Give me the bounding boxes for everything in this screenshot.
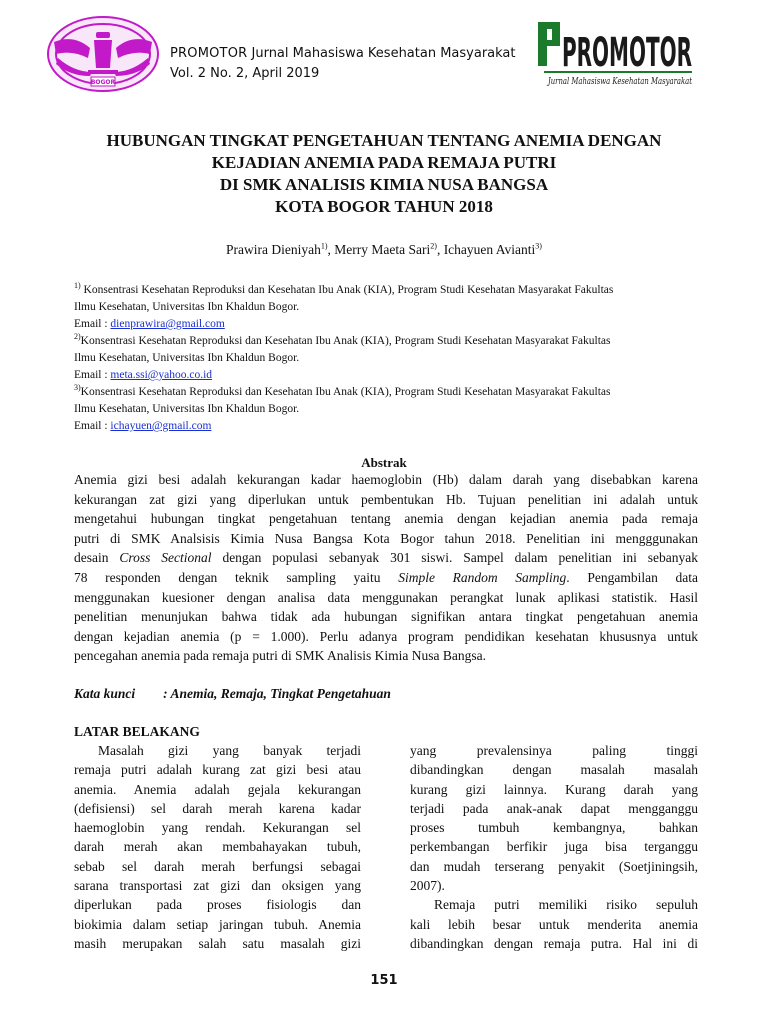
abstract-italic: Simple Random Sampling	[398, 569, 567, 585]
body-line: sebab sel darah merah berfungsi sebagai	[74, 858, 361, 874]
journal-issue: Vol. 2 No. 2, April 2019	[170, 66, 320, 81]
email-label: Email :	[74, 420, 111, 432]
abstract-text: dengan populasi sebanyak 301 siswi. Sampel dalam penelitian ini sebanyak	[211, 550, 698, 566]
abstract-text: desain	[74, 550, 120, 566]
affiliation-email-line	[74, 316, 698, 333]
body-line: masih merupakan salah satu masalah gizi	[74, 935, 361, 951]
affiliation-sup: 1)	[74, 281, 81, 291]
body-line: (defisiensi) sel darah merah karena kadar	[74, 800, 361, 816]
author-list	[0, 242, 768, 258]
author-name: Ichayuen Avianti	[443, 242, 536, 257]
abstract-line: Anemia gizi besi adalah kekurangan kadar haemoglobin (Hb) dalam darah yang disebabkan karena	[74, 472, 698, 487]
journal-brand: PROMOTOR	[170, 46, 248, 61]
body-line: proses tumbuh kembangnya, bahkan	[410, 820, 698, 836]
abstract-text: . Pengambilan data	[566, 569, 698, 585]
author-sup: 2)	[430, 241, 437, 251]
affiliation-line	[74, 282, 698, 299]
abstract-line	[74, 548, 698, 568]
author-name: Prawira Dieniyah	[226, 242, 321, 257]
email-link[interactable]: dienprawira@gmail.com	[110, 318, 225, 330]
promotor-logo-subtitle: Jurnal Mahasiswa Kesehatan Masyarakat	[546, 77, 693, 87]
body-line: anemia. Anemia adalah gejala kekurangan	[74, 781, 361, 797]
journal-name: Jurnal Mahasiswa Kesehatan Masyarakat	[251, 46, 516, 61]
promotor-logo-word: PROMOTOR	[562, 30, 692, 76]
affiliation-line	[74, 333, 698, 350]
abstract-line	[74, 568, 698, 588]
abstract-line: mengetahui hubungan tingkat pengetahuan tentang anemia dengan kejadian anemia pada remaja	[74, 511, 698, 527]
abstract-text: 78 responden dengan teknik sampling yaitu	[74, 569, 399, 585]
abstract-line: dengan kejadian anemia (p = 1.000). Perlu adanya program pendidikan kesehatan khususnya untuk	[74, 628, 698, 644]
emblem-city-text: BOGOR	[90, 79, 116, 86]
affiliation-line: Ilmu Kesehatan, Universitas Ibn Khaldun Bogor.	[74, 403, 300, 415]
body-line: yang prevalensinya paling tinggi	[410, 743, 698, 758]
body-line: sarana transportasi zat gizi dan oksigen yang	[74, 878, 361, 894]
section-heading: LATAR BELAKANG	[74, 724, 200, 739]
email-label: Email :	[74, 318, 111, 330]
keywords	[74, 686, 391, 702]
body-line: dan mudah terserang penyakit (Soetjiningsih,	[410, 858, 698, 874]
keywords-label: Kata kunci	[74, 686, 136, 701]
affiliation-sup: 2)	[74, 332, 81, 342]
body-column-left	[74, 741, 361, 953]
body-line: haemoglobin yang rendah. Kekurangan sel	[74, 820, 361, 836]
body-line: darah merah akan membahayakan tubuh,	[74, 839, 361, 855]
body-line: 2007).	[410, 878, 445, 894]
affiliation-text: Konsentrasi Kesehatan Reproduksi dan Kesehatan Ibu Anak (KIA), Program Studi Kesehatan Masyarakat Fakultas	[80, 335, 611, 347]
body-line: kurang gizi lainnya. Kurang darah yang	[410, 781, 698, 797]
body-line: Remaja putri memiliki risiko sepuluh	[434, 897, 698, 913]
body-line: perkembangan berfikir juga bisa terganggu	[410, 839, 698, 855]
body-line: biokimia dalam setiap jaringan tubuh. Anemia	[74, 916, 361, 932]
affiliation-sup: 3)	[74, 383, 81, 393]
body-line: kali lebih besar untuk menderita anemia	[410, 916, 698, 932]
affiliation-text: Konsentrasi Kesehatan Reproduksi dan Kesehatan Ibu Anak (KIA), Program Studi Kesehatan Masyarakat Fakultas	[80, 284, 614, 296]
email-link[interactable]: meta.ssi@yahoo.co.id	[110, 369, 213, 381]
affiliations	[74, 282, 698, 435]
university-emblem-icon	[44, 14, 162, 94]
body-line: Masalah gizi yang banyak terjadi	[98, 743, 361, 758]
author-sup: 1)	[320, 241, 328, 251]
body-line: remaja putri adalah kurang zat gizi besi atau	[74, 762, 361, 778]
email-link[interactable]: ichayuen@gmail.com	[110, 420, 212, 432]
body-line: terjadi pada anak-anak dapat mengganggu	[410, 800, 698, 816]
affiliation-text: Konsentrasi Kesehatan Reproduksi dan Kesehatan Ibu Anak (KIA), Program Studi Kesehatan Masyarakat Fakultas	[80, 386, 611, 398]
body-line: diperlukan pada proses fisiologis dan	[74, 897, 361, 913]
affiliation-line: Ilmu Kesehatan, Universitas Ibn Khaldun Bogor.	[74, 301, 300, 313]
keywords-value: : Anemia, Remaja, Tingkat Pengetahuan	[163, 686, 391, 701]
author-separator: ,	[327, 242, 335, 257]
title-line: KOTA BOGOR TAHUN 2018	[275, 197, 493, 216]
body-line: dibandingkan dengan remaja putra. Hal ini di	[410, 935, 698, 951]
affiliation-email-line	[74, 418, 698, 435]
article-title	[0, 130, 768, 218]
author-separator: ,	[436, 242, 444, 257]
email-label: Email :	[74, 369, 111, 381]
abstract-line: penelitian menunjukan bahwa tidak ada hubungan signifikan antara tingkat pengetahuan anemia	[74, 609, 698, 625]
author-name: Merry Maeta Sari	[334, 242, 431, 257]
abstract-italic: Cross Sectional	[119, 550, 212, 566]
body-line: dibandingkan dengan masalah masalah	[410, 762, 698, 778]
author-sup: 3)	[535, 241, 542, 251]
abstract-line: kekurangan zat gizi yang diperlukan untuk pembentukan Hb. Tujuan penelitian ini adalah untuk	[74, 491, 698, 507]
abstract-line: menggunakan kuesioner dengan analisa data menggunakan perangkat lunak aplikasi statistik. Hasil	[74, 589, 698, 605]
affiliation-line	[74, 384, 698, 401]
abstract-line: pencegahan anemia pada remaja putri di SMK Analisis Kimia Nusa Bangsa.	[74, 648, 487, 664]
abstract-body	[74, 470, 698, 666]
body-column-right	[410, 741, 698, 953]
title-line: DI SMK ANALISIS KIMIA NUSA BANGSA	[219, 175, 549, 194]
promotor-logo	[538, 20, 694, 90]
page-number: 151	[370, 973, 398, 988]
affiliation-line: Ilmu Kesehatan, Universitas Ibn Khaldun Bogor.	[74, 352, 300, 364]
title-line: KEJADIAN ANEMIA PADA REMAJA PUTRI	[211, 153, 557, 172]
title-line: HUBUNGAN TINGKAT PENGETAHUAN TENTANG ANEMIA DENGAN	[106, 131, 662, 150]
journal-header	[170, 44, 516, 84]
affiliation-email-line	[74, 367, 698, 384]
abstract-line: putri di SMK Analsisis Kimia Nusa Bangsa Kota Bogor tahun 2018. Penelitian ini mengggunakan	[74, 530, 698, 546]
abstract-heading: Abstrak	[361, 455, 407, 470]
